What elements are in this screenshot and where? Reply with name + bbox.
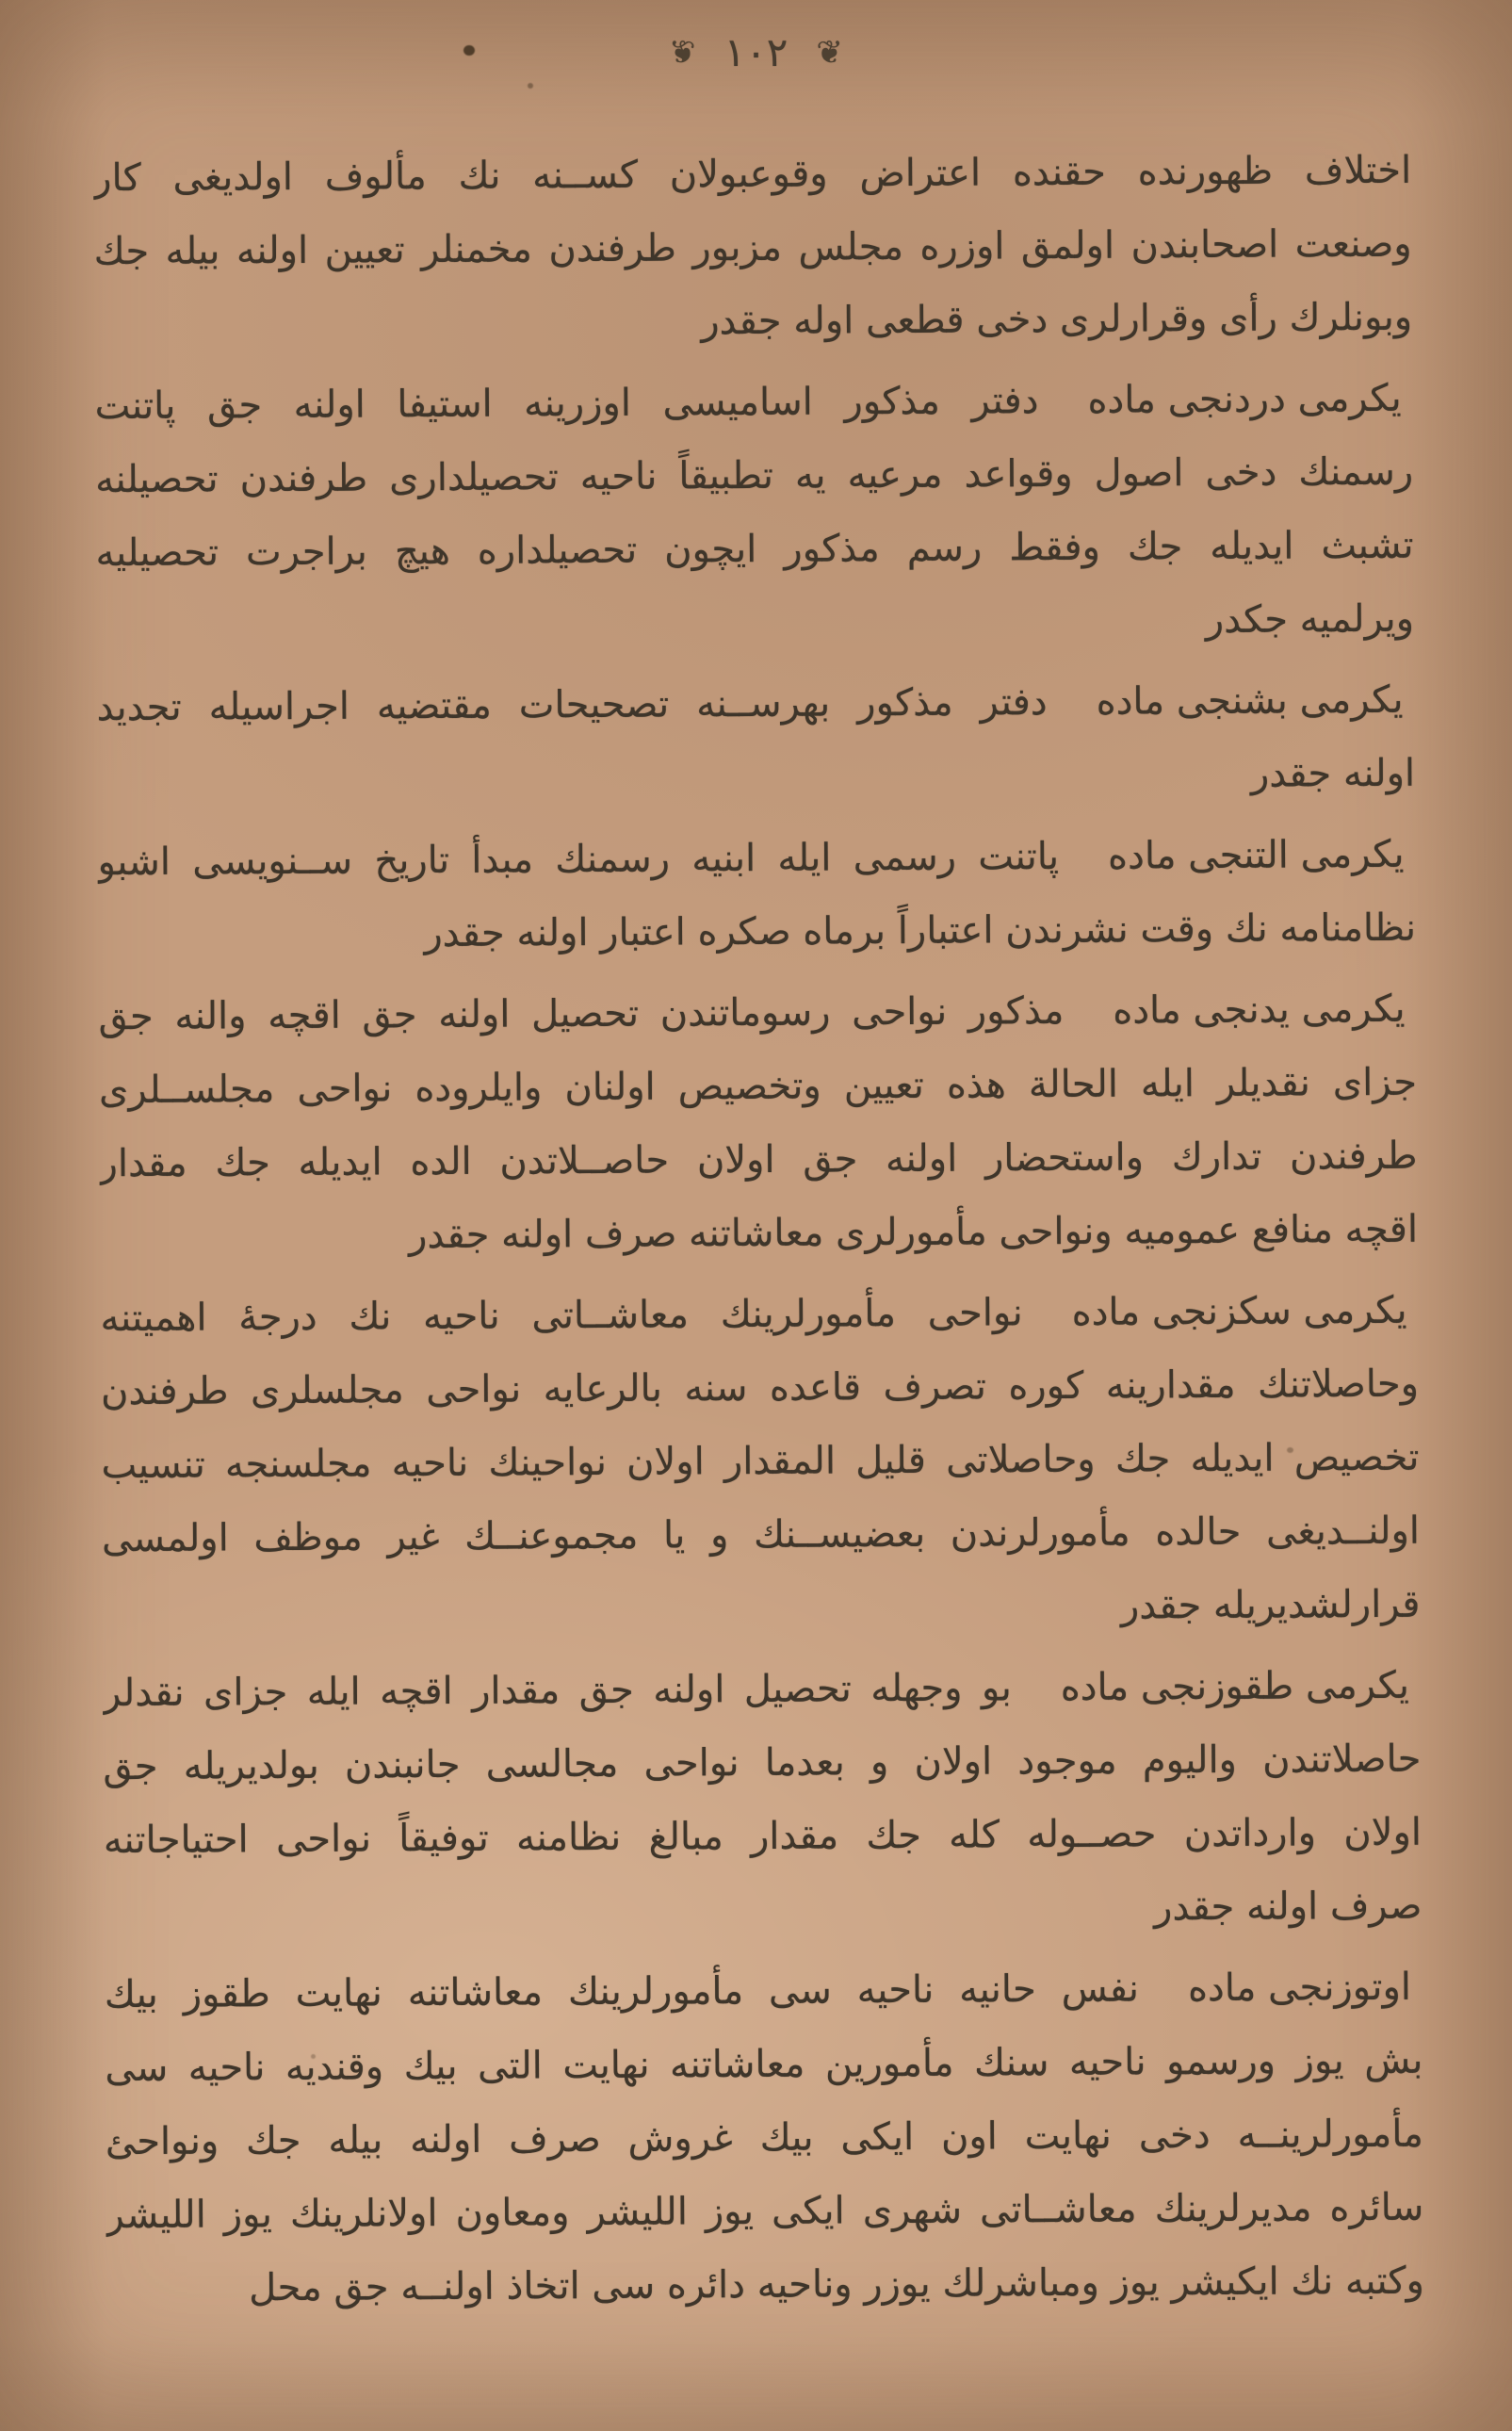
text-line: تخصيص ايديله جك وحاصلاتى قليل المقدار اولان نواحينك ناحيه مجلسنجه تنسيب <box>101 1435 1420 1488</box>
text-line: جزاى نقديلر ايله الحالة هذه تعيين وتخصيص اولنان وايلروده نواحى مجلســلرى <box>98 1060 1418 1113</box>
text-line: رسمنك دخى اصول وقواعد مرعيه يه تطبيقاً ناحيه تحصيلدارى طرفندن تحصيلنه <box>94 449 1414 502</box>
line-text: بو وجهله تحصيل اولنه جق مقدار اقچه ايله جزاى نقدلر <box>102 1666 1012 1716</box>
text-line <box>94 362 1412 444</box>
text-line: صرف اولنه جقدر <box>1153 1884 1423 1930</box>
line-text: پاتنت رسمى ايله ابنيه رسمنك مبدأ تاريخ ســنويسى اشبو <box>97 835 1060 885</box>
article-heading: يكرمى بشنجى ماده <box>1096 677 1404 724</box>
article-heading: يكرمى سكزنجى ماده <box>1071 1288 1407 1334</box>
text-line: اولان وارداتدن حصــوله كله جك مقدار مبالغ نظامنه توفيقاً نواحى احتياجاتنه <box>103 1810 1423 1863</box>
text-line: اولنه جقدر <box>1250 751 1416 796</box>
line-text: دفتر مذكور بهرســنه تصحيحات مقتضيه اجراسيله تجديد <box>96 680 1048 730</box>
text-line: بش يوز ورسمو ناحيه سنك مأمورين معاشاتنه نهايت التى بيك وقنديه ناحيه سى <box>105 2038 1423 2091</box>
text-line: حاصلاتندن واليوم موجود اولان و بعدما نواحى مجالسى جانبندن بولديريله جق <box>103 1737 1422 1789</box>
text-line: سائره مديرلرينك معاشــاتى شهرى ايكى يوز الليشر ومعاون اولانلرينك يوز الليشر <box>106 2185 1424 2238</box>
text-line: اختلاف ظهورنده حقنده اعتراض وقوعبولان كســنه نك مألوف اولديغى كار <box>93 148 1412 201</box>
page-number: ١٠٢ <box>723 29 789 75</box>
article-heading: اوتوزنجى ماده <box>1187 1965 1412 2011</box>
text-line: اقچه منافع عموميه ونواحى مأمورلرى معاشاتنه صرف اولنه جقدر <box>408 1207 1419 1258</box>
text-line: مأمورلرينــه دخى نهايت اون ايكى بيك غروش صرف اولنه بيله جك ونواحئ <box>105 2112 1424 2164</box>
line-text: دفتر مذكور اساميسى اوزرينه استيفا اولنه جق پاتنت <box>94 379 1039 429</box>
article-heading: يكرمى طقوزنجى ماده <box>1060 1663 1410 1710</box>
text-line: وحاصلاتنك مقدارينه كوره تصرف قاعده سنه بالرعايه نواحى مجلسلرى طرفندن <box>100 1362 1420 1414</box>
text-line: قرارلشديريله جقدر <box>1120 1582 1421 1628</box>
text-line: نظامنامه نك وقت نشرندن اعتباراً برماه صكره اعتبار اولنه جقدر <box>424 906 1417 956</box>
article-heading: يكرمى التنجى ماده <box>1107 832 1405 878</box>
paper-speck <box>528 83 533 89</box>
text-line: وصنعت اصحابندن اولمق اوزره مجلس مزبور طرفندن مخمنلر تعيين اولنه بيله جك <box>93 221 1412 274</box>
text-line <box>97 818 1415 900</box>
text-line <box>100 1274 1418 1356</box>
text-line: وبونلرك رأى وقرارلرى دخى قطعى اوله جقدر <box>701 295 1413 344</box>
text-line <box>103 1649 1421 1731</box>
text-line: طرفندن تدارك واستحضار اولنه جق اولان حاصــلاتدن الده ايديله جك مقدار <box>99 1134 1418 1186</box>
article-heading: يكرمى يدنجى ماده <box>1113 987 1406 1033</box>
text-line <box>96 663 1414 745</box>
text-line: تشبث ايديله جك وفقط رسم مذكور ايچون تحصيلداره هيچ براجرت تحصيليه <box>95 523 1414 576</box>
floral-ornament-icon: ❦ <box>669 34 696 72</box>
body-text <box>93 134 1424 2326</box>
text-line <box>105 1950 1423 2032</box>
line-text: نواحى مأمورلرينك معاشــاتى ناحيه نك درجهٔ اهميتنه <box>100 1291 1023 1341</box>
text-line: وكتبه نك ايكيشر يوز ومباشرلك يوزر وناحيه دائره سى اتخاذ اولنــه جق محل <box>249 2259 1424 2310</box>
floral-ornament-icon: ❦ <box>816 34 843 72</box>
text-line: ويرلميه جكدر <box>1205 596 1415 643</box>
line-text: نفس حانيه ناحيه سى مأمورلرينك معاشاتنه نهايت طقوز بيك <box>104 1966 1140 2017</box>
page-header <box>0 24 1512 81</box>
line-text: مذكور نواحى رسوماتندن تحصيل اولنه جق اقچه والنه جق <box>98 989 1065 1039</box>
text-line: اولنــديغى حالده مأمورلرندن بعضيســنك و يا مجموعنــك غير موظف اولمسى <box>101 1509 1421 1561</box>
text-line <box>98 972 1416 1054</box>
article-heading: يكرمى دردنجى ماده <box>1087 376 1402 422</box>
